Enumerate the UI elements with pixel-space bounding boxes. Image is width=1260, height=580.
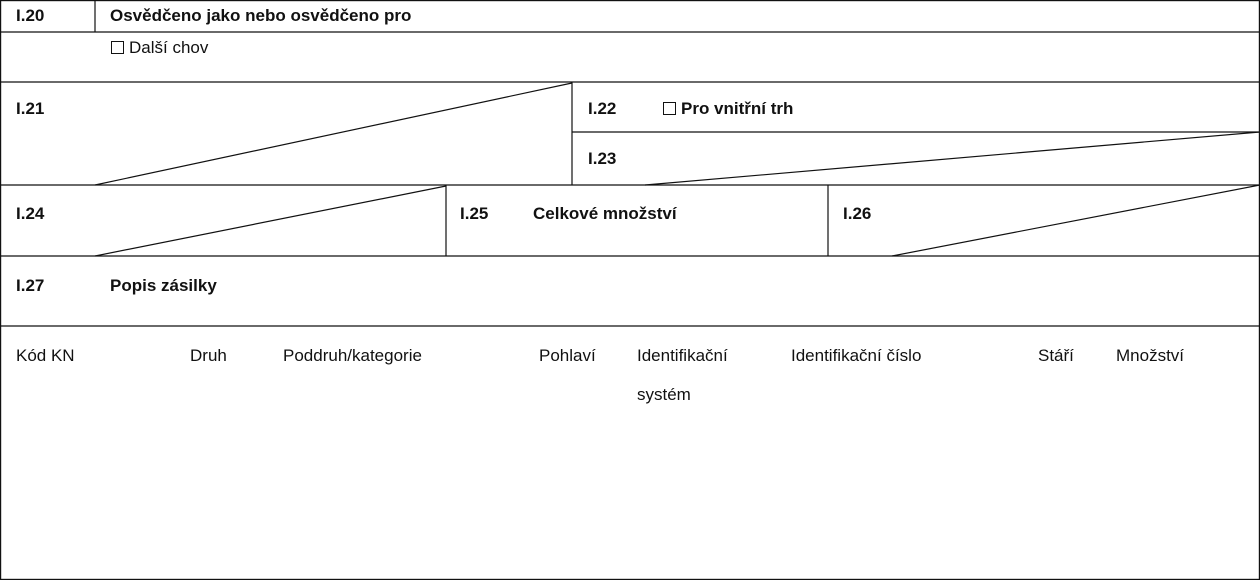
i25-title: Celkové množství bbox=[533, 204, 677, 223]
column-header-mnozstvi: Množství bbox=[1116, 346, 1185, 365]
i26-code: I.26 bbox=[843, 204, 872, 223]
i25-code: I.25 bbox=[460, 204, 489, 223]
i21-code: I.21 bbox=[16, 99, 45, 118]
i23-strike-line bbox=[645, 132, 1260, 185]
i26-strike-line bbox=[892, 185, 1260, 256]
column-header-druh: Druh bbox=[190, 346, 227, 365]
i20-code: I.20 bbox=[16, 6, 45, 25]
i23-code: I.23 bbox=[588, 149, 617, 168]
column-header-ident-cislo: Identifikační číslo bbox=[791, 346, 922, 365]
i24-code: I.24 bbox=[16, 204, 45, 223]
i27-code: I.27 bbox=[16, 276, 45, 295]
column-header-ident-system: Identifikační bbox=[637, 346, 728, 365]
column-header-stari: Stáří bbox=[1038, 346, 1074, 365]
column-header-kod-kn: Kód KN bbox=[16, 346, 75, 365]
column-header-poddruh: Poddruh/kategorie bbox=[283, 346, 422, 365]
column-header-pohlavi: Pohlaví bbox=[539, 346, 596, 365]
i21-strike-line bbox=[95, 83, 572, 185]
checkbox-icon[interactable] bbox=[663, 102, 676, 115]
checkbox-icon[interactable] bbox=[111, 41, 124, 54]
i22-option[interactable] bbox=[663, 99, 793, 119]
i22-code: I.22 bbox=[588, 99, 617, 118]
i20-title: Osvědčeno jako nebo osvědčeno pro bbox=[110, 6, 412, 25]
i20-option[interactable] bbox=[111, 38, 208, 58]
i22-option-label: Pro vnitřní trh bbox=[681, 99, 794, 118]
i24-strike-line bbox=[95, 186, 446, 256]
column-header-ident-system-line2: systém bbox=[637, 385, 691, 404]
i20-option-label: Další chov bbox=[129, 38, 209, 57]
i27-title: Popis zásilky bbox=[110, 276, 217, 295]
